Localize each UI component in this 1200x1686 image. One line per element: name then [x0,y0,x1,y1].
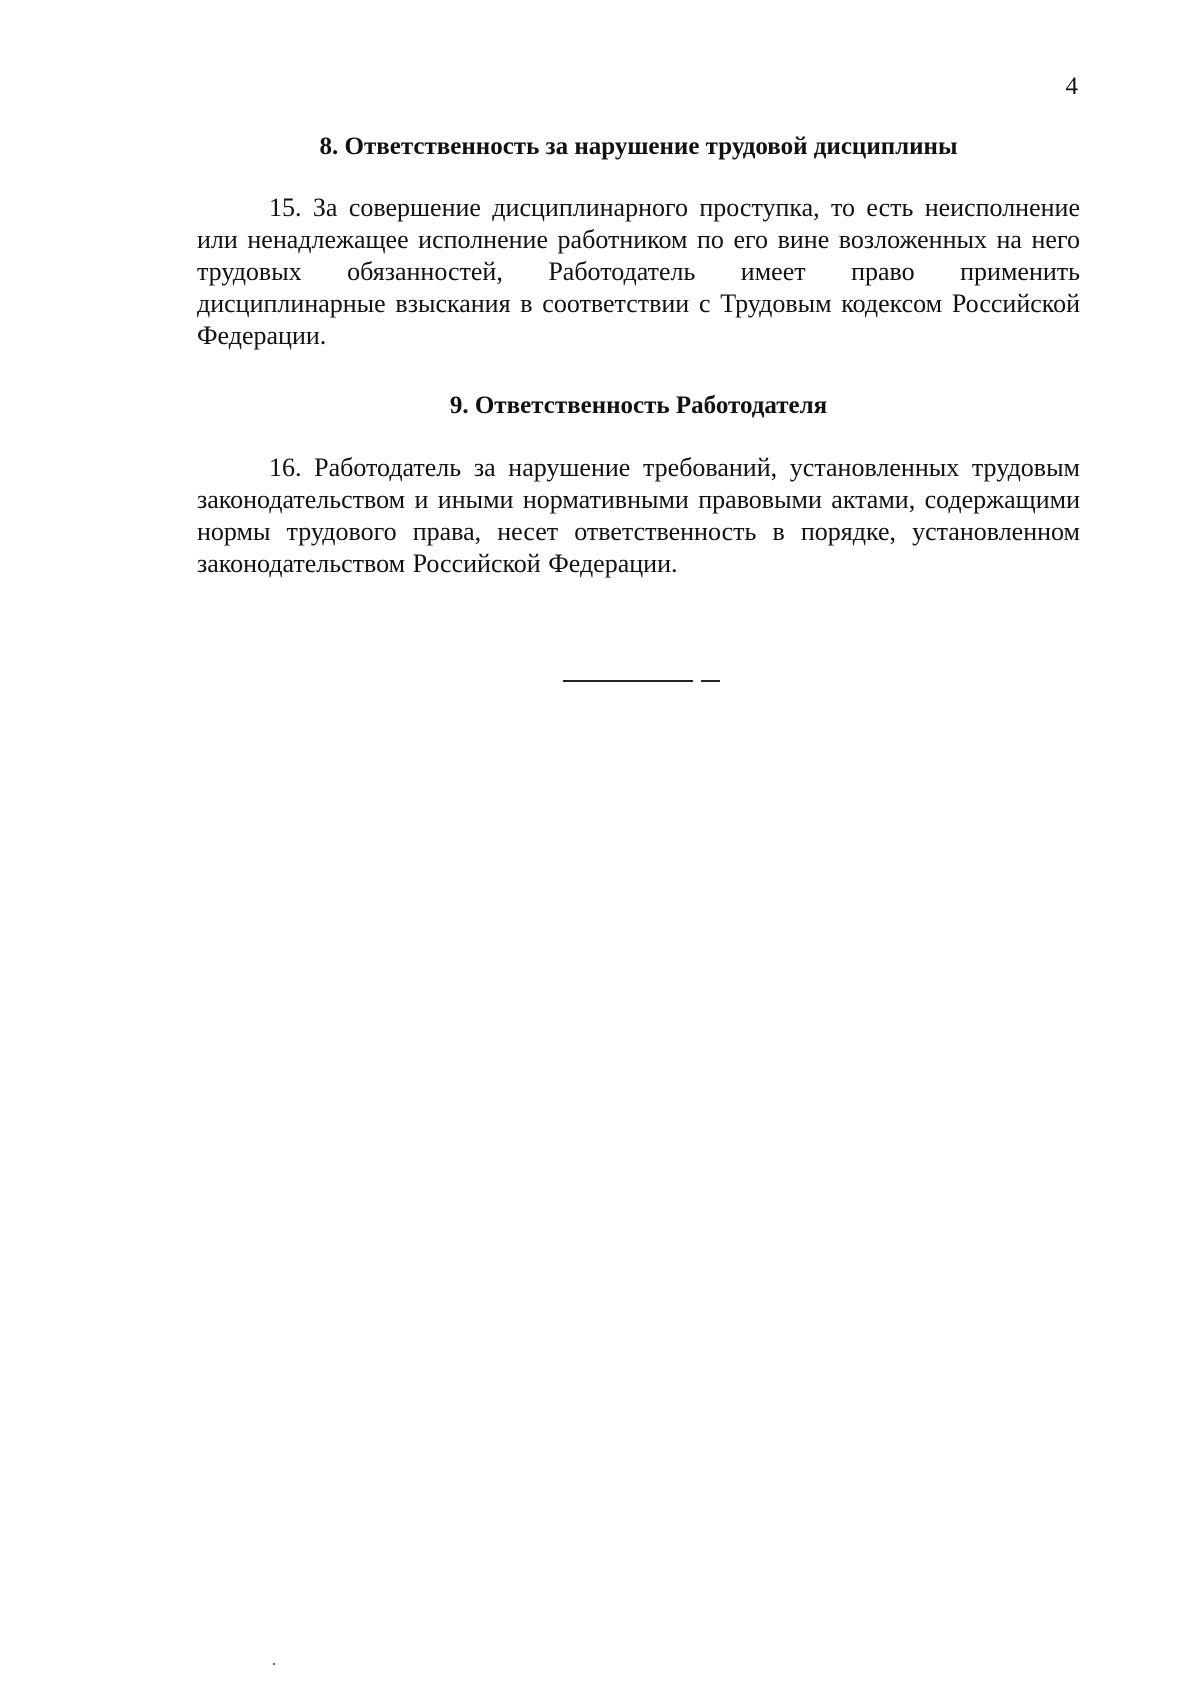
paragraph-15-lead: 15. За [269,193,338,222]
paragraph-16-lead: 16. Работодатель [269,453,462,482]
end-of-document-rule [563,680,720,682]
section-heading-8: 8. Ответственность за нарушение трудовой дисциплины [319,133,958,160]
paragraph-15 [197,192,1080,352]
section-heading-9: 9. Ответственность Работодателя [449,392,828,419]
scan-speck [273,1663,275,1665]
paragraph-16 [197,452,1080,580]
paragraph-15-text: совершение дисциплинарного проступка, то есть неисполнение или ненадлежащее исполнение работником по его вине возложенных на него трудовых обязанностей, Работодатель имеет право применить дисциплинарные взыскания в соответствии с Трудовым кодексом Российской Федерации. [197,193,1081,350]
paragraph-16-text: за нарушение требований, установленных трудовым законодательством и иными нормативными правовыми актами, содержащими нормы трудового права, несет ответственность в порядке, установленном законодательством Российской Федерации. [197,453,1080,578]
page-number: 4 [1065,73,1078,100]
